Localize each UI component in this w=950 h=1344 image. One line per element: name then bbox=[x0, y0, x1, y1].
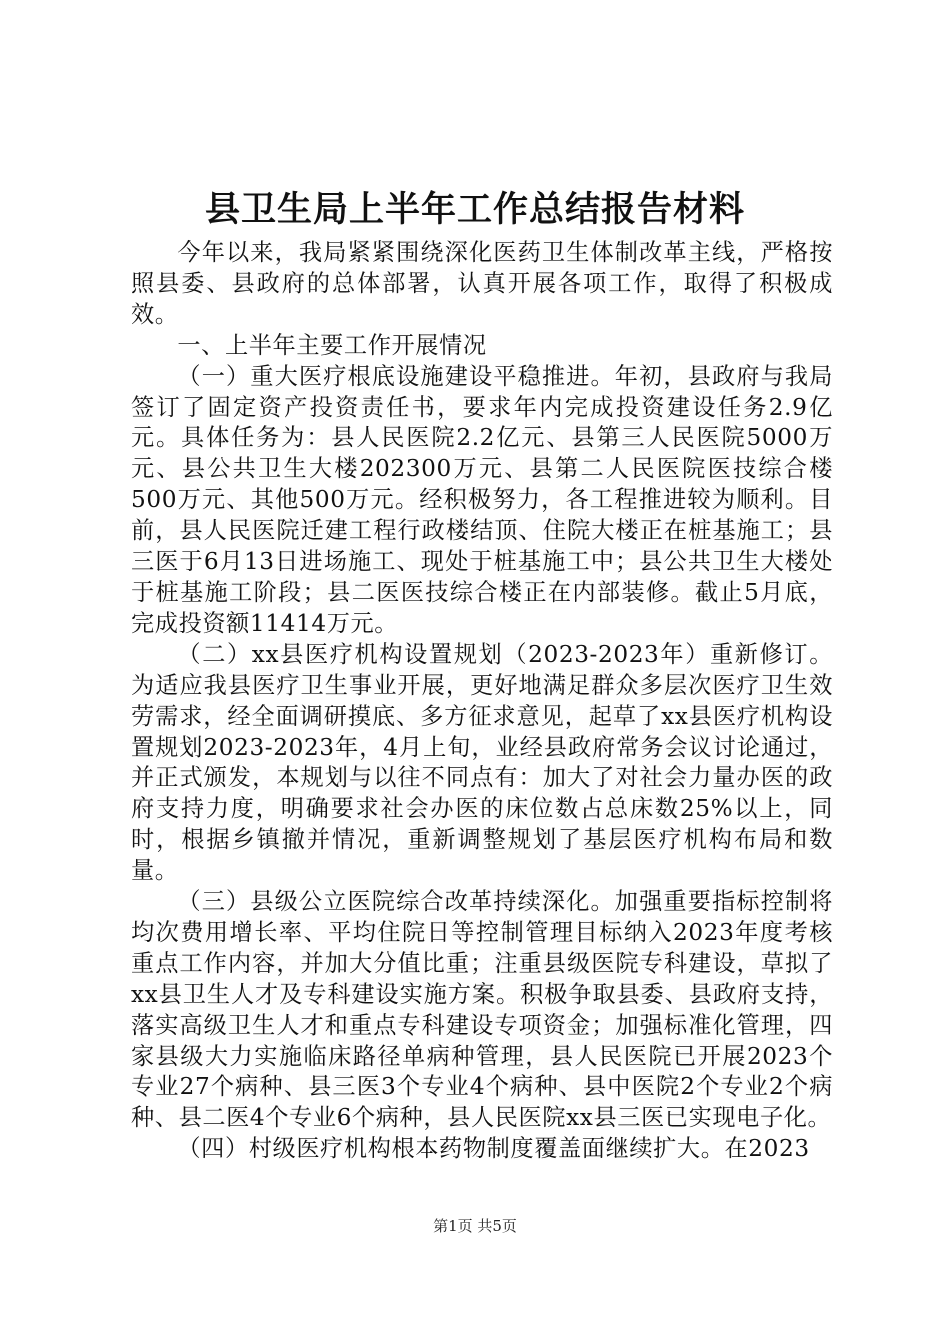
document-body bbox=[131, 238, 833, 1165]
paragraph-item-2: （二）xx县医疗机构设置规划（2023-2023年）重新修订。为适应我县医疗卫生事业开展，更好地满足群众多层次医疗卫生效劳需求，经全面调研摸底、多方征求意见，起草了xx县医疗机构设置规划2023-2023年，4月上旬，业经县政府常务会议讨论通过，并正式颁发，本规划与以往不同点有：加大了对社会力量办医的政府支持力度，明确要求社会办医的床位数占总床数25%以上，同时，根据乡镇撤并情况，重新调整规划了基层医疗机构布局和数量。 bbox=[131, 640, 833, 885]
page-footer: 第1页 共5页 bbox=[433, 1217, 517, 1235]
document-title: 县卫生局上半年工作总结报告材料 bbox=[204, 189, 745, 230]
paragraph-item-3: （三）县级公立医院综合改革持续深化。加强重要指标控制将均次费用增长率、平均住院日等控制管理目标纳入2023年度考核重点工作内容，并加大分值比重；注重县级医院专科建设，草拟了xx县卫生人才及专科建设实施方案。积极争取县委、县政府支持，落实高级卫生人才和重点专科建设专项资金；加强标准化管理，四家县级大力实施临床路径单病种管理，县人民医院已开展2023个专业27个病种、县三医3个专业4个病种、县中医院2个专业2个病种、县二医4个专业6个病种，县人民医院xx县三医已实现电子化。 bbox=[131, 888, 833, 1132]
paragraph-item-4: （四）村级医疗机构根本药物制度覆盖面继续扩大。在2023 bbox=[177, 1135, 810, 1163]
paragraph-item-1: （一）重大医疗根底设施建设平稳推进。年初，县政府与我局签订了固定资产投资责任书，要求年内完成投资建设任务2.9亿元。具体任务为：县人民医院2.2亿元、县第三人民医院5000万元、县公共卫生大楼202300万元、县第二人民医院医技综合楼500万元、其他500万元。经积极努力，各工程推进较为顺利。目前，县人民医院迁建工程行政楼结顶、住院大楼正在桩基施工；县三医于6月13日进场施工、现处于桩基施工中；县公共卫生大楼处于桩基施工阶段；县二医医技综合楼正在内部装修。截止5月底，完成投资额11414万元。 bbox=[131, 362, 833, 637]
section-heading: 一、上半年主要工作开展情况 bbox=[177, 331, 487, 359]
paragraph-intro: 今年以来，我局紧紧围绕深化医药卫生体制改革主线，严格按照县委、县政府的总体部署，认真开展各项工作，取得了积极成效。 bbox=[131, 239, 833, 328]
